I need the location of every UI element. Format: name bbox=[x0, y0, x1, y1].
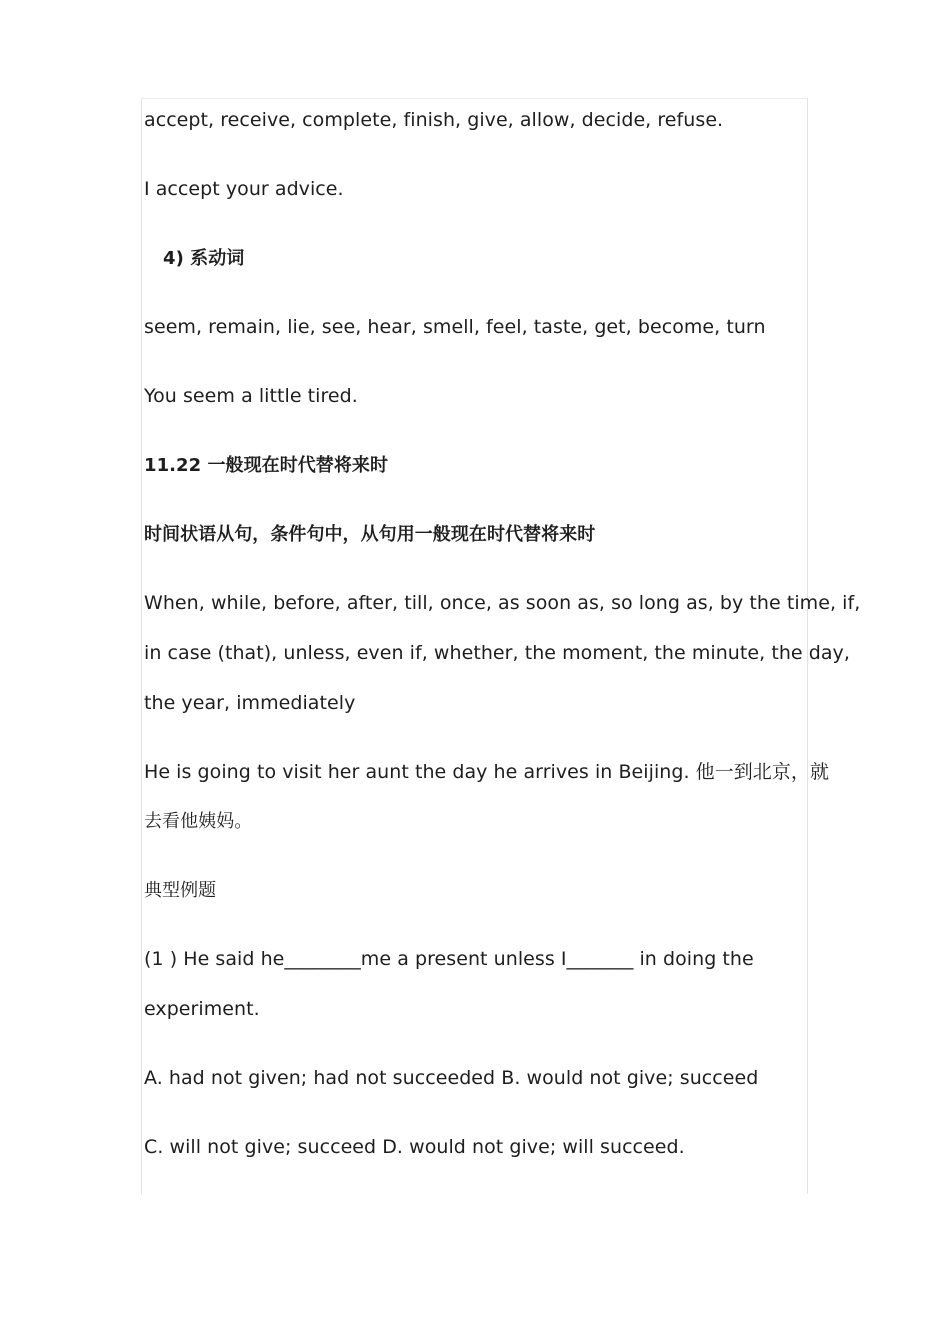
question-text: (1 ) He said he________me a present unless I_______ in doing the bbox=[144, 948, 754, 970]
conjunction-list-line: When, while, before, after, till, once, as soon as, so long as, by the time, if, bbox=[144, 592, 861, 614]
example-sentence: I accept your advice. bbox=[144, 178, 344, 200]
example-sentence: You seem a little tired. bbox=[144, 385, 358, 407]
example-sentence: He is going to visit her aunt the day he arrives in Beijing. 他一到北京，就 bbox=[144, 761, 830, 783]
conjunction-list-line: in case (that), unless, even if, whether, the moment, the minute, the day, bbox=[144, 642, 850, 664]
verb-list-line: accept, receive, complete, finish, give, allow, decide, refuse. bbox=[144, 109, 724, 131]
rule-heading: 时间状语从句，条件句中，从句用一般现在时代替将来时 bbox=[144, 524, 596, 545]
linking-verb-list: seem, remain, lie, see, hear, smell, feel, taste, get, become, turn bbox=[144, 316, 766, 338]
answer-options: A. had not given; had not succeeded B. would not give; succeed bbox=[144, 1067, 759, 1089]
section-heading-linking-verbs: 4) 系动词 bbox=[163, 248, 245, 269]
conjunction-list-line: the year, immediately bbox=[144, 692, 356, 714]
typical-examples-label: 典型例题 bbox=[144, 880, 217, 901]
question-text: experiment. bbox=[144, 998, 260, 1020]
section-heading-11-22: 11.22 一般现在时代替将来时 bbox=[144, 455, 389, 476]
answer-options: C. will not give; succeed D. would not give; will succeed. bbox=[144, 1136, 685, 1158]
example-translation: 去看他姨妈。 bbox=[144, 811, 253, 832]
